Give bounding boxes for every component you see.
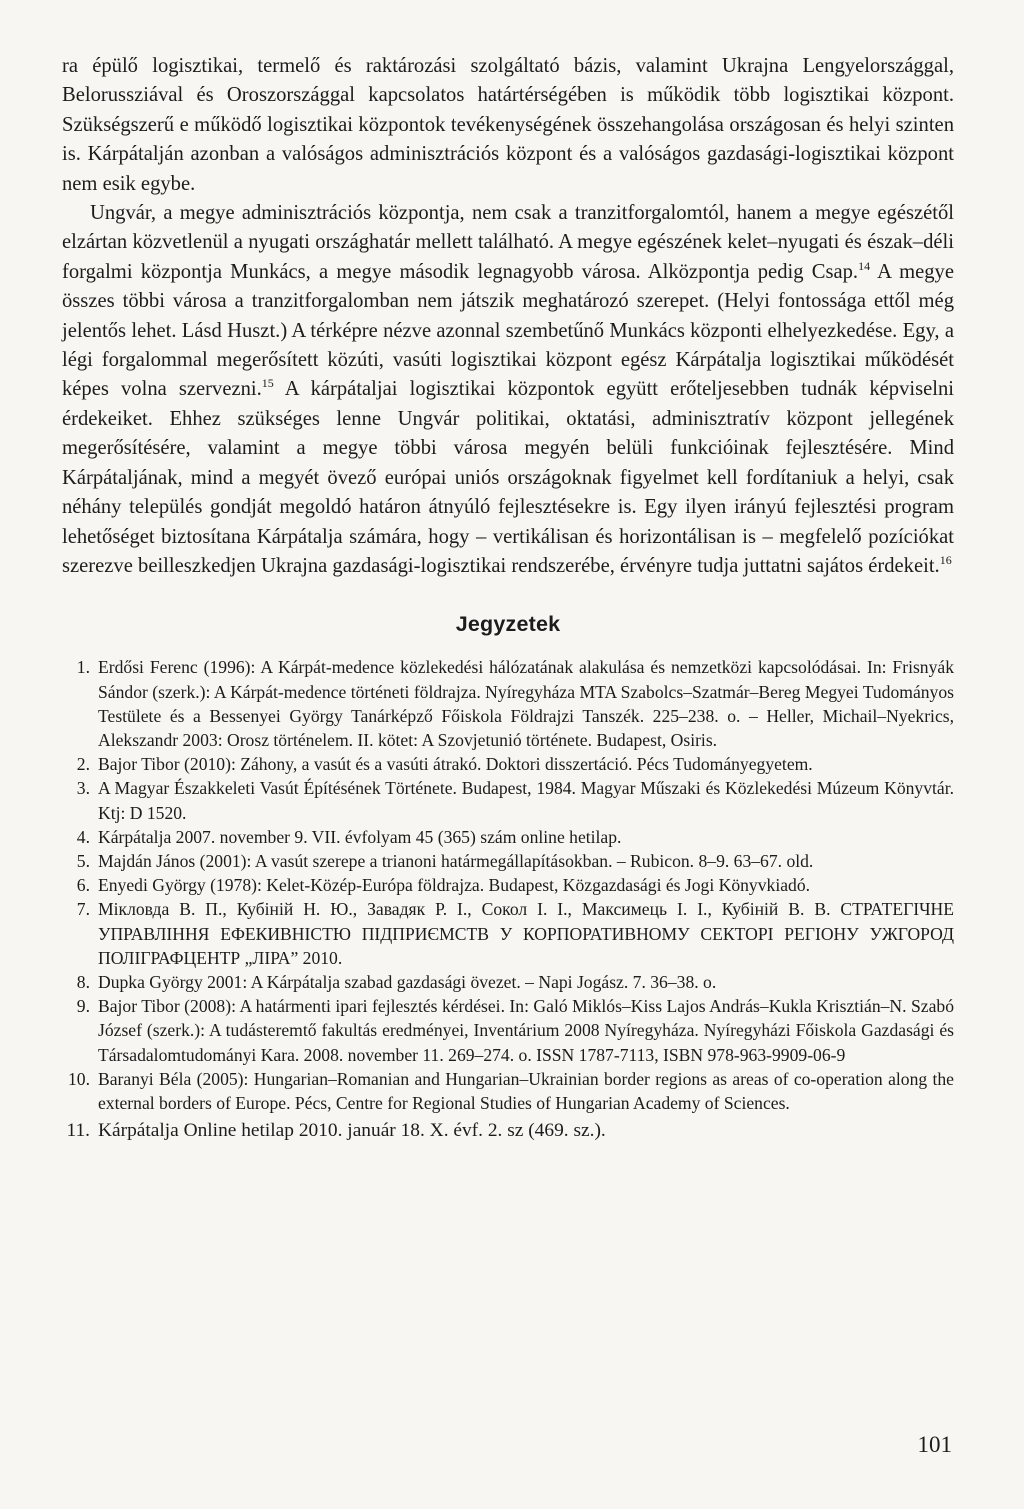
note-item (62, 1067, 954, 1115)
paragraph-1: ra épülő logisztikai, termelő és raktározási szolgáltató bázis, valamint Ukrajna Lengyelországgal, Belorussziával és Oroszországgal kapcsolatos határtérségében is működik több logisztikai központ. Szükségszerű e működő logisztikai központok tevékenységének összehangolása országosan és helyi szinten is. Kárpátalján azonban a valóságos adminisztrációs központ és a valóságos gazdasági-logisztikai központ nem esik egybe. (62, 55, 954, 195)
page-number: 101 (917, 1432, 952, 1457)
note-text: Dupka György 2001: A Kárpátalja szabad gazdasági övezet. – Napi Jogász. 7. 36–38. o. (98, 971, 717, 992)
footnote-ref-14: 14 (858, 258, 871, 273)
note-text: Erdősi Ferenc (1996): A Kárpát-medence közlekedési hálózatának alakulása és nemzetközi kapcsolódásai. In: Frisnyák Sándor (szerk.): A Kárpát-medence történeti földrajza. Nyíregyháza MTA Szabolcs–Szatmár–Bereg Megyei Tudományos Testülete és a Bessenyei György Tanárképző Főiskola Földrajzi Tanszék. 225–238. o. – Heller, Michail–Nyekrics, Alekszandr 2003: Orosz történelem. II. kötet: A Szovjetunió története. Budapest, Osiris. (98, 657, 954, 750)
note-text: Kárpátalja Online hetilap 2010. január 18. X. évf. 2. sz (469. sz.). (98, 1120, 606, 1142)
note-number: 2. (76, 754, 90, 775)
note-item (62, 849, 954, 873)
note-text: Enyedi György (1978): Kelet-Közép-Európa földrajza. Budapest, Közgazdasági és Jogi Könyvkiadó. (98, 875, 811, 896)
note-text: Bajor Tibor (2008): A határmenti ipari fejlesztés kérdései. In: Galó Miklós–Kiss Lajos András–Kukla Krisztián–N. Szabó József (szerk.): A tudásteremtő fakultás eredményei, Inventárium 2008 Nyíregyháza. Nyíregyházi Főiskola Gazdasági és Társadalomtudományi Kara. 2008. november 11. 269–274. o. ISSN 1787-7113, ISBN 978-963-9909-06-9 (98, 996, 954, 1065)
note-number: 10. (68, 1068, 90, 1089)
note-item (62, 776, 954, 824)
note-text: Kárpátalja 2007. november 9. VII. évfolyam 45 (365) szám online hetilap. (98, 826, 622, 847)
note-item (62, 655, 954, 752)
note-item (62, 994, 954, 1067)
paragraph-2 (62, 199, 954, 581)
paragraph-2-part-a: Ungvár, a megye adminisztrációs központja, nem csak a tranzitforgalomtól, hanem a megye egészétől elzártan közvetlenül a nyugati országhatár mellett található. A megye egészének kelet–nyugati és észak–déli forgalmi központja Munkács, a megye második legnagyobb városa. Alközpontja pedig Csap. (62, 202, 954, 283)
note-number: 5. (76, 850, 90, 871)
note-text: Мiкловда В. П., Кубiнiй Н. Ю., Завадяк Р. I., Сокол I. I., Максимець I. I., Кубiнiй В. В. СТРАТЕГIЧНЕ УПРАВЛIННЯ ЕФЕКИВНIСТЮ ПIДПРИЄМСТВ У КОРПОРАТИВНОМУ СЕКТОРI РЕГIОНУ УЖГОРОД ПОЛIГРАФЦЕНТР „ЛIРА” 2010. (98, 899, 954, 968)
note-number: 6. (76, 875, 90, 896)
note-item (62, 970, 954, 994)
note-item (62, 825, 954, 849)
body-text (62, 52, 954, 581)
notes-heading: Jegyzetek (455, 612, 561, 637)
note-item (62, 1117, 954, 1145)
note-text: A Magyar Északkeleti Vasút Építésének Története. Budapest, 1984. Magyar Műszaki és Közlekedési Múzeum Könyvtár. Ktj: D 1520. (98, 778, 954, 823)
paragraph-2-part-b: A megye összes többi városa a tranzitforgalomban nem játszik meghatározó szerepet. (Helyi fontossága ettől még jelentős lehet. Lásd Huszt.) A térképre nézve azonnal szembetűnő Munkács központi elhelyezkedése. Egy, a légi forgalommal megerősített közúti, vasúti logisztikai központ egész Kárpátalja logisztikai működését képes volna szervezni. (62, 260, 954, 401)
note-item (62, 897, 954, 970)
footnote-ref-15: 15 (261, 376, 274, 391)
note-item (62, 752, 954, 776)
footnote-ref-16: 16 (939, 553, 952, 568)
note-text: Baranyi Béla (2005): Hungarian–Romanian and Hungarian–Ukrainian border regions as areas of co-operation along the external borders of Europe. Pécs, Centre for Regional Studies of Hungarian Academy of Sciences. (98, 1068, 954, 1113)
note-number: 9. (76, 996, 90, 1017)
notes-list (62, 655, 954, 1145)
note-number: 3. (76, 778, 90, 799)
note-text: Majdán János (2001): A vasút szerepe a trianoni határmegállapításokban. – Rubicon. 8–9. 63–67. old. (98, 850, 814, 871)
note-number: 7. (76, 899, 90, 920)
note-text: Bajor Tibor (2010): Záhony, a vasút és a vasúti átrakó. Doktori disszertáció. Pécs Tudományegyetem. (98, 754, 813, 775)
note-number: 11. (66, 1120, 90, 1142)
note-item (62, 873, 954, 897)
note-number: 8. (76, 971, 90, 992)
note-number: 1. (76, 657, 90, 678)
paragraph-2-part-c: A kárpátaljai logisztikai központok együtt erőteljesebben tudnák képviselni érdekeiket. Ehhez szükséges lenne Ungvár politikai, oktatási, adminisztratív központ jellegének megerősítésére, valamint a megye többi városa megyén belüli funkcióinak fejlesztésére. Mind Kárpátaljának, mind a megyét övező európai uniós országoknak figyelmet kell fordítaniuk a helyi, csak néhány település gondját megoldó határon átnyúló fejlesztésekre is. Egy ilyen irányú fejlesztési program lehetőséget biztosítana Kárpátalja számára, hogy – vertikálisan és horizontálisan is – megfelelő pozíciókat szerezve beilleszkedjen Ukrajna gazdasági-logisztikai rendszerébe, érvényre tudja juttatni sajátos érdekeit. (62, 378, 954, 577)
page-content (62, 52, 954, 1145)
note-number: 4. (76, 826, 90, 847)
